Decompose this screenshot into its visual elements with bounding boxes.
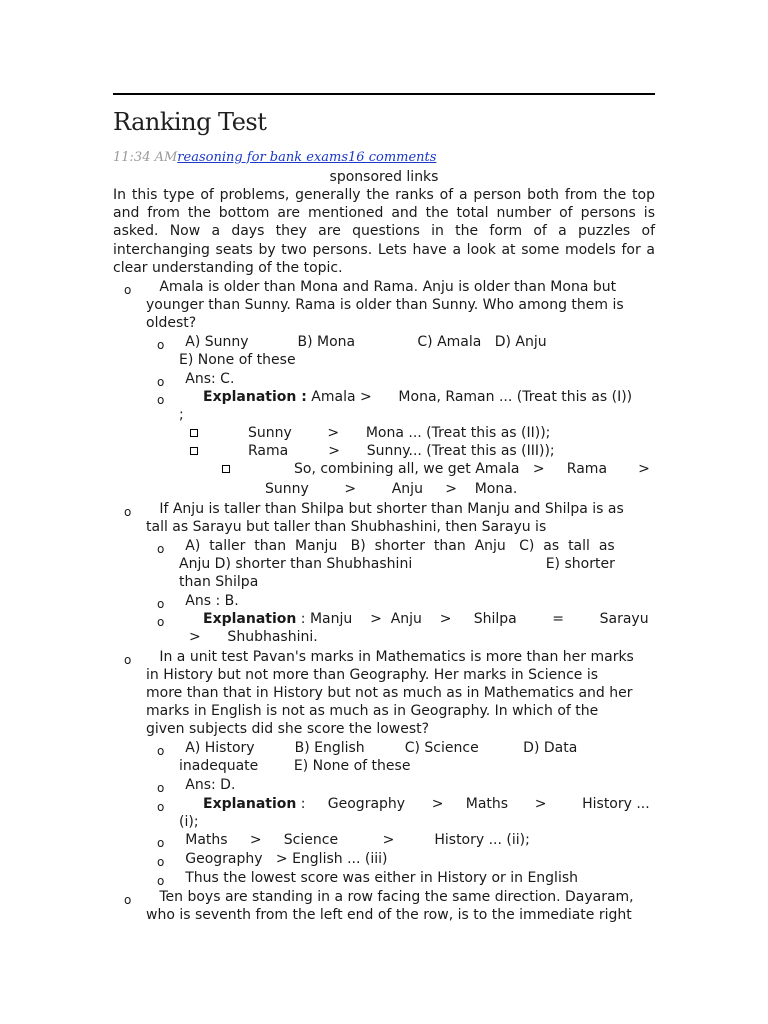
q2-options-cont: Anju D) shorter than Shubhashini E) shorter <box>179 556 615 572</box>
q1-line-2: younger than Sunny. Rama is older than Sunny. Who among them is <box>146 297 624 313</box>
q1-line-1: Amala is older than Mona and Rama. Anju is older than Mona but <box>146 279 617 295</box>
q1-options-cont: E) None of these <box>179 352 296 368</box>
q1-combined: So, combining all, we get Amala > Rama > <box>294 461 650 477</box>
comments-link[interactable]: 16 comments <box>348 150 437 165</box>
category-link[interactable]: reasoning for bank exams <box>177 150 349 165</box>
bullet-icon: o <box>157 615 165 629</box>
q1-explanation-cont: ; <box>179 407 184 423</box>
page-title: Ranking Test <box>113 108 267 136</box>
q3-answer: Ans: D. <box>163 777 236 793</box>
q1-step-3: Rama > Sunny... (Treat this as (III)); <box>248 443 555 459</box>
bullet-icon: o <box>157 855 165 869</box>
bullet-icon: o <box>124 283 132 297</box>
bullet-icon: o <box>157 597 165 611</box>
q2-explanation <box>203 610 649 628</box>
q3-explanation-cont: (i); <box>179 814 199 830</box>
bullet-icon: o <box>157 744 165 758</box>
q3-line-2: in History but not more than Geography. Her marks in Science is <box>146 667 599 683</box>
q2-options-cont-2: than Shilpa <box>179 574 259 590</box>
q3-line-4: marks in English is not as much as in Geography. In which of the <box>146 703 599 719</box>
q1-combined-cont: Sunny > Anju > Mona. <box>265 481 518 497</box>
q3-options-cont: inadequate E) None of these <box>179 758 411 774</box>
square-bullet-icon <box>190 447 198 455</box>
sponsored-label: sponsored links <box>329 169 439 185</box>
explanation-text: : Manju > Anju > Shilpa = Sarayu <box>296 611 649 627</box>
explanation-label: Explanation <box>203 796 297 812</box>
q1-step-2: Sunny > Mona ... (Treat this as (II)); <box>248 425 551 441</box>
bullet-icon: o <box>157 836 165 850</box>
q4-line-2: who is seventh from the left end of the row, is to the immediate right <box>146 907 632 923</box>
bullet-icon: o <box>157 800 165 814</box>
bullet-icon: o <box>157 375 165 389</box>
q3-step-3: Geography > English ... (iii) <box>163 851 388 867</box>
q3-line-1: In a unit test Pavan's marks in Mathematics is more than her marks <box>146 649 634 665</box>
q4-line-1: Ten boys are standing in a row facing the same direction. Dayaram, <box>146 889 634 905</box>
bullet-icon: o <box>124 505 132 519</box>
q1-line-3: oldest? <box>146 315 197 331</box>
explanation-label: Explanation <box>203 611 297 627</box>
bullet-icon: o <box>157 781 165 795</box>
explanation-text: Amala > Mona, Raman ... (Treat this as (I)) <box>306 389 633 405</box>
q2-explanation-cont: > Shubhashini. <box>189 629 318 645</box>
q1-answer: Ans: C. <box>163 371 235 387</box>
explanation-text: : Geography > Maths > History ... <box>296 796 650 812</box>
q1-options: A) Sunny B) Mona C) Amala D) Anju <box>163 334 547 350</box>
q2-options: A) taller than Manju B) shorter than Anju C) as tall as <box>163 538 615 554</box>
bullet-icon: o <box>157 338 165 352</box>
q3-explanation <box>203 795 650 813</box>
q3-conclusion: Thus the lowest score was either in History or in English <box>163 870 579 886</box>
bullet-icon: o <box>157 874 165 888</box>
header-rule <box>113 93 655 95</box>
bullet-icon: o <box>157 393 165 407</box>
q3-line-3: more than that in History but not as much as in Mathematics and her <box>146 685 633 701</box>
q3-options: A) History B) English C) Science D) Data <box>163 740 578 756</box>
bullet-icon: o <box>124 653 132 667</box>
q1-explanation <box>203 388 632 406</box>
q2-line-1: If Anju is taller than Shilpa but shorter than Manju and Shilpa is as <box>146 501 624 517</box>
q2-line-2: tall as Sarayu but taller than Shubhashini, then Sarayu is <box>146 519 547 535</box>
intro-paragraph: In this type of problems, generally the ranks of a person both from the top and from the bottom are mentioned and the total number of persons is asked. Now a days they are questions in the form of a puzzles of interchanging seats by two persons. Lets have a look at some models for a clear understanding of the topic. <box>113 187 655 276</box>
post-meta <box>113 150 436 165</box>
bullet-icon: o <box>124 893 132 907</box>
q3-step-2: Maths > Science > History ... (ii); <box>163 832 530 848</box>
q2-answer: Ans : B. <box>163 593 239 609</box>
bullet-icon: o <box>157 542 165 556</box>
q3-line-5: given subjects did she score the lowest? <box>146 721 430 737</box>
square-bullet-icon <box>222 465 230 473</box>
explanation-label: Explanation : <box>203 389 307 405</box>
square-bullet-icon <box>190 429 198 437</box>
post-time: 11:34 AM <box>113 150 178 165</box>
